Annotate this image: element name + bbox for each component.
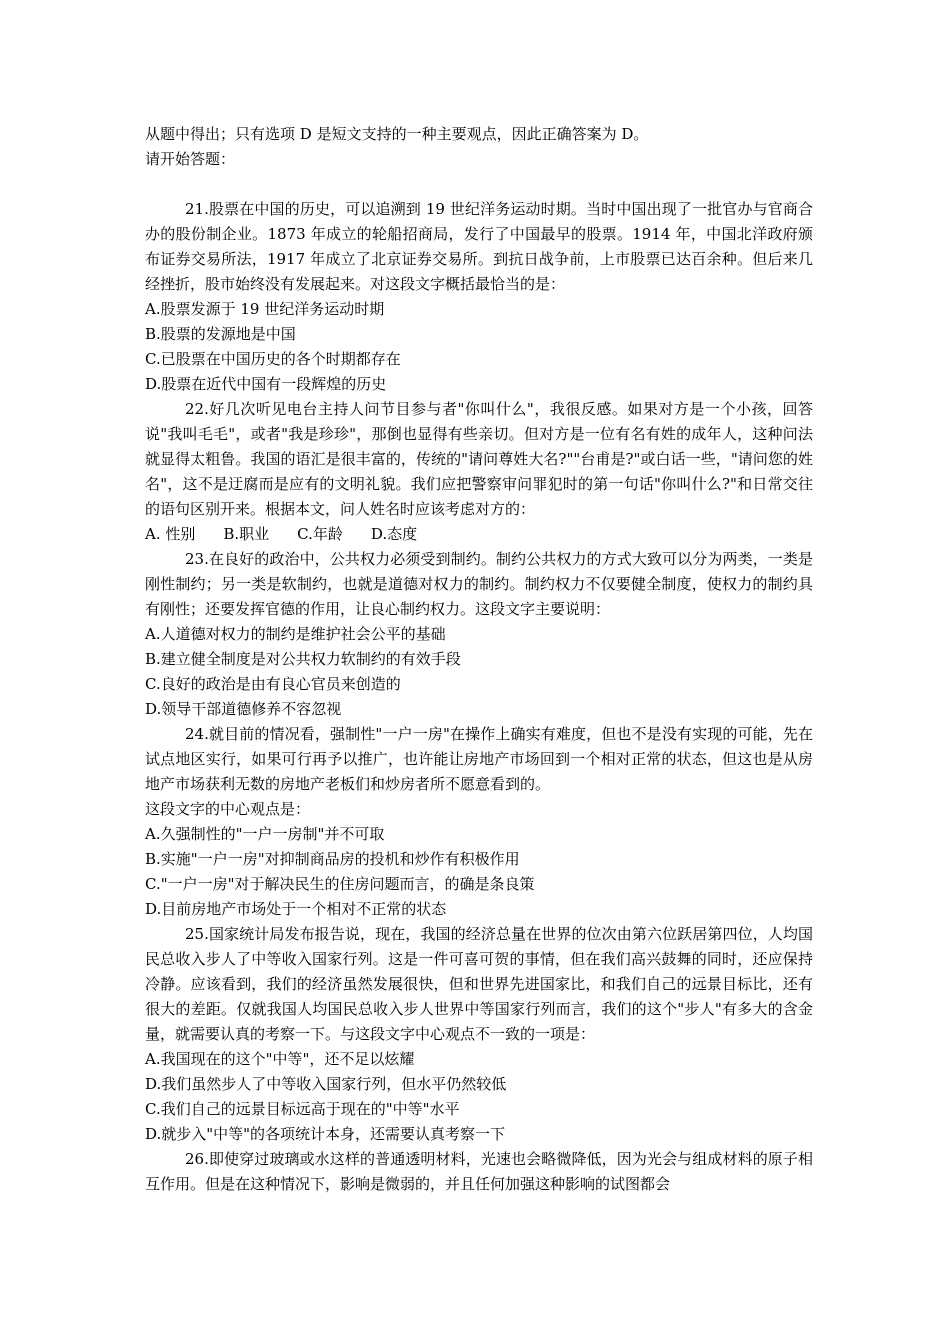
question-23-option-c: C.良好的政治是由有良心官员来创造的 [145, 675, 401, 693]
question-22-option-c: C.年龄 [297, 525, 343, 543]
question-23-option-b: B.建立健全制度是对公共权力软制约的有效手段 [145, 650, 461, 668]
question-21-stem: 21.股票在中国的历史，可以追溯到 19 世纪洋务运动时期。当时中国出现了一批官办与官商合办的股份制企业。1873 年成立的轮船招商局，发行了中国最早的股票。1914 年，中国北洋政府颁布证券交易所法，1917 年成立了北京证券交易所。到抗日战争前，上市股票已达百余种。但后来几经挫折，股市始终没有发展起来。对这段文字概括最恰当的是： [145, 200, 813, 293]
question-26-stem: 26.即使穿过玻璃或水这样的普通透明材料，光速也会略微降低，因为光会与组成材料的原子相互作用。但是在这种情况下，影响是微弱的，并且任何加强这种影响的试图都会 [145, 1150, 813, 1193]
question-24-stem: 24.就目前的情况看，强制性"一户一房"在操作上确实有难度，但也不是没有实现的可能，先在试点地区实行，如果可行再予以推广，也许能让房地产市场回到一个相对正常的状态，但这也是从房地产市场获利无数的房地产老板们和炒房者所不愿意看到的。 [145, 725, 813, 793]
spacer [145, 172, 813, 197]
question-22-option-a: A. 性别 [145, 525, 196, 543]
question-24-option-b: B.实施"一户一房"对抑制商品房的投机和炒作有积极作用 [145, 850, 520, 868]
question-24-prompt: 这段文字的中心观点是： [145, 800, 311, 818]
question-24-option-a: A.久强制性的"一户一房制"并不可取 [145, 825, 385, 843]
question-25-option-d: D.就步入"中等"的各项统计本身，还需要认真考察一下 [145, 1125, 506, 1143]
question-21-option-a: A.股票发源于 19 世纪洋务运动时期 [145, 300, 385, 318]
question-23-stem: 23.在良好的政治中，公共权力必须受到制约。制约公共权力的方式大致可以分为两类，一类是刚性制约；另一类是软制约，也就是道德对权力的制约。制约权力不仅要健全制度，使权力的制约具有刚性；还要发挥官德的作用，让良心制约权力。这段文字主要说明： [145, 550, 813, 618]
question-24-option-c: C."一户一房"对于解决民生的住房问题而言，的确是条良策 [145, 875, 535, 893]
question-22-options [145, 522, 813, 547]
question-22-stem: 22.好几次听见电台主持人问节目参与者"你叫什么"，我很反感。如果对方是一个小孩，回答说"我叫毛毛"，或者"我是珍珍"，那倒也显得有些亲切。但对方是一位有名有姓的成年人，这种问法就显得太粗鲁。我国的语汇是很丰富的，传统的"请问尊姓大名?""台甫是?"或白话一些，"请问您的姓名"，这不是迂腐而是应有的文明礼貌。我们应把警察审问罪犯时的第一句话"你叫什么?"和日常交往的语句区别开来。根据本文，问人姓名时应该考虑对方的： [145, 400, 813, 518]
question-23-option-d: D.领导干部道德修养不容忽视 [145, 700, 342, 718]
question-25-stem: 25.国家统计局发布报告说，现在，我国的经济总量在世界的位次由第六位跃居第四位，人均国民总收入步人了中等收入国家行列。这是一件可喜可贺的事情，但在我们高兴鼓舞的同时，还应保持冷静。应该看到，我们的经济虽然发展很快，但和世界先进国家比，和我们自己的远景目标比，还有很大的差距。仅就我国人均国民总收入步人世界中等国家行列而言，我们的这个"步人"有多大的含金量，就需要认真的考察一下。与这段文字中心观点不一致的一项是： [145, 925, 813, 1043]
question-25-option-a: A.我国现在的这个"中等"，还不足以炫耀 [145, 1050, 415, 1068]
question-25-option-c: C.我们自己的远景目标远高于现在的"中等"水平 [145, 1100, 460, 1118]
intro-line: 从题中得出；只有选项 D 是短文支持的一种主要观点，因此正确答案为 D。 [145, 125, 649, 143]
question-22-option-d: D.态度 [370, 525, 418, 543]
document-page [145, 122, 813, 1197]
question-22-option-b: B.职业 [223, 525, 270, 543]
intro-prompt: 请开始答题： [145, 150, 236, 168]
question-25-option-b: D.我们虽然步人了中等收入国家行列，但水平仍然较低 [145, 1075, 507, 1093]
question-24-option-d: D.目前房地产市场处于一个相对不正常的状态 [145, 900, 447, 918]
question-21-option-b: B.股票的发源地是中国 [145, 325, 296, 343]
question-23-option-a: A.人道德对权力的制约是维护社会公平的基础 [145, 625, 446, 643]
question-21-option-d: D.股票在近代中国有一段辉煌的历史 [145, 375, 387, 393]
question-21-option-c: C.已股票在中国历史的各个时期都存在 [145, 350, 401, 368]
